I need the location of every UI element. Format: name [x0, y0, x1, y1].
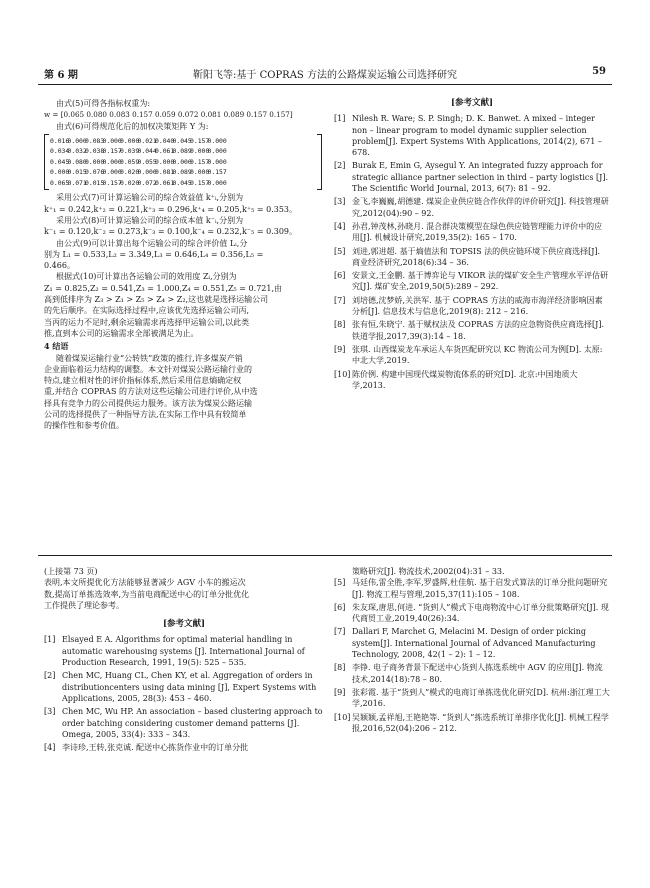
reference-number: [1]	[334, 114, 346, 124]
reference-text: 李诗珍,王转,张克诚. 配送中心拣货作业中的订单分批	[62, 743, 249, 753]
reference-item	[334, 344, 610, 367]
reference-text: 张彩霞. 基于“货到人”模式的电商订单拣选优化研究[D]. 杭州:浙江理工大学,2016.	[352, 687, 610, 709]
running-header	[38, 64, 612, 80]
text-line: 择具有竞争力的公司提供运力服务。该方法为煤炭公路运输	[44, 398, 252, 408]
matrix-cell: 0.000	[207, 157, 227, 166]
matrix-row	[50, 167, 322, 178]
bottom-left-column	[44, 566, 324, 755]
matrix-cell: 0.089	[172, 168, 192, 177]
matrix-cell: 0.021	[137, 136, 157, 145]
matrix-cell: 0.020	[120, 178, 140, 187]
matrix-cell: 0.061	[155, 147, 175, 156]
reference-number: [2]	[334, 161, 346, 171]
text-line: 当丙的运力不足时,剩余运输需求再选择甲运输公司,以此类	[44, 317, 250, 327]
reference-item	[44, 742, 324, 753]
matrix-cell: 0.157	[207, 168, 227, 177]
reference-item	[334, 577, 610, 600]
matrix-cell: 0.061	[155, 178, 175, 187]
matrix-cell: 0.000	[50, 168, 70, 177]
reference-item	[334, 319, 610, 342]
reference-item	[334, 196, 610, 219]
text-line: 推,直到本公司的运输需求全部被满足为止。	[44, 328, 199, 338]
matrix-cell: 0.081	[155, 168, 175, 177]
reference-item	[334, 246, 610, 269]
matrix-cell: 0.000	[190, 147, 210, 156]
matrix-cell: 0.157	[190, 136, 210, 145]
matrix-cell: 0.000	[102, 168, 122, 177]
matrix-cell: 0.157	[190, 157, 210, 166]
matrix-row	[50, 146, 322, 157]
page-number: 59	[592, 66, 606, 77]
text-line: 数,提高订单拣选效率,为当前电商配送中心的订单分批优化	[44, 589, 250, 599]
text-line: k⁺₁ = 0.242,k⁺₂ = 0.221,k⁺₃ = 0.296,k⁺₄ = 0.205,k⁺₅ = 0.353。	[44, 204, 298, 214]
matrix-cell: 0.000	[85, 157, 105, 166]
matrix-cell: 0.034	[50, 147, 70, 156]
bottom-right-column	[334, 566, 610, 736]
reference-number: [10]	[334, 712, 351, 722]
reference-number: [3]	[44, 707, 56, 717]
reference-text: 孙君,钟茂林,孙晓月. 混合群决策模型在绿色供应链管理能力评价中的应用[J]. 机械设计研究,2019,35(2): 165 – 170.	[352, 221, 603, 243]
text-line: 随着煤炭运输行业“公转铁”政策的推行,许多煤炭产销	[56, 353, 243, 363]
matrix-cell: 0.000	[67, 136, 87, 145]
matrix-cell: 0.000	[102, 157, 122, 166]
results-paragraph	[44, 192, 324, 339]
matrix-left-bracket	[44, 134, 49, 191]
text-line: 特点,建立相对性的评价指标体系,然后采用信息熵确定权	[44, 376, 242, 386]
text-line: 采用公式(7)可计算运输公司的综合效益值 k⁺ᵢ,分别为	[56, 193, 244, 203]
top-left-column	[44, 98, 324, 432]
references-list	[334, 113, 610, 391]
matrix-intro: 由式(6)可得规范化后的加权决策矩阵 Y 为:	[56, 121, 209, 131]
matrix-cell: 0.089	[172, 147, 192, 156]
reference-text: Chen MC, Huang CL, Chen KY, et al. Aggregation of orders in distributioncenters using data mining [J], Expert Systems with Applications, 2005, 28(3): 453 – 460.	[62, 671, 317, 703]
text-line: 根据式(10)可计算出各运输公司的效用度 Zᵢ,分别为	[56, 272, 237, 282]
text-line: 高到低排序为 Z₃ > Z₁ > Z₅ > Z₄ > Z₂,这也就是选择运输公司	[44, 295, 269, 305]
reference-text: Nilesh R. Ware; S. P. Singh; D. K. Banwet. A mixed – integer non – linear program to model dynamic supplier selection problem[J]. Expert Systems With Applications, 2014(2), 671 – 678.	[352, 114, 602, 158]
reference-text: 朱友琛,唐思,何进. “货到人”模式下电商物流中心订单分批策略研究[J]. 现代商贸工业,2019,40(26):34.	[352, 602, 609, 624]
matrix-cell: 0.040	[155, 136, 175, 145]
reference-number: [6]	[334, 602, 346, 612]
text-line: 表明,本文所提优化方法能够显著减少 AGV 小车的搬运次	[44, 578, 246, 588]
text-line: 重,并结合 COPRAS 的方法对这些运输公司进行评价,从中选	[44, 387, 258, 397]
conclusion-paragraph	[44, 353, 324, 432]
reference-item	[334, 662, 610, 685]
header-rule	[38, 84, 612, 85]
reference-number: [6]	[334, 271, 346, 281]
text-line: 工作提供了理论参考。	[44, 600, 124, 610]
matrix-cell: 0.157	[102, 147, 122, 156]
matrix-cell: 0.000	[155, 157, 175, 166]
matrix-cell: 0.000	[207, 136, 227, 145]
reference-item	[334, 626, 610, 660]
matrix-right-bracket	[317, 134, 322, 191]
matrix-cell: 0.000	[207, 147, 227, 156]
text-line: 公司的选择提供了一种指导方法,在实际工作中具有较简单	[44, 410, 247, 420]
matrix-cell: 0.000	[207, 178, 227, 187]
matrix-cell: 0.072	[137, 178, 157, 187]
reference-number: [9]	[334, 687, 346, 697]
matrix-cell: 0.032	[67, 147, 87, 156]
ref-4-continuation: 策略研究[J]. 物流技术,2002(04):31 – 33.	[352, 567, 505, 576]
bottom-references-heading: [参考文献]	[162, 619, 206, 630]
reference-text: Chen MC, Wu HP. An association – based clustering approach to order batching considering customer demand patterns [J]. Omega, 2005, 33(4): 333 – 343.	[62, 707, 323, 739]
reference-item	[44, 706, 324, 740]
reference-item	[334, 221, 610, 244]
matrix-cell: 0.157	[190, 178, 210, 187]
text-line: 采用公式(8)可计算运输公司的综合成本值 k⁻ᵢ,分别为	[56, 215, 244, 225]
reference-text: Dallari F, Marchet G, Melacini M. Design of order picking system[J]. International Journal of Advanced Manufacturing Technology, 2008, 42(1 – 2): 1 – 12.	[352, 627, 596, 660]
matrix-cell: 0.045	[172, 136, 192, 145]
reference-number: [7]	[334, 627, 346, 637]
reference-item	[334, 712, 610, 735]
reference-number: [9]	[334, 344, 346, 354]
reference-text: Burak E, Emin G, Aysegul Y. An integrated fuzzy approach for strategic alliance partner selection in third – party logistics [J]. The Scientific World Journal, 2013, 6(7): 81 – 92.	[352, 161, 609, 194]
matrix-cell: 0.045	[172, 178, 192, 187]
continuation-note: (上接第 73 页)	[44, 567, 98, 576]
matrix-cell: 0.000	[120, 136, 140, 145]
matrix-cell: 0.039	[120, 147, 140, 156]
matrix-cell: 0.059	[120, 157, 140, 166]
section-rule	[38, 555, 612, 556]
text-line: 由公式(9)可以计算出每个运输公司的综合评价值 Lᵢ,分	[56, 238, 248, 248]
reference-number: [4]	[334, 221, 346, 231]
matrix-cell: 0.020	[120, 168, 140, 177]
reference-item	[334, 270, 610, 293]
text-line: 的先后顺序。在实际选择过程中,应该优先选择运输公司丙,	[44, 306, 250, 316]
text-line: Z₁ = 0.825,Z₂ = 0.541,Z₃ = 1.000,Z₄ = 0.551,Z₅ = 0.721,由	[44, 283, 282, 293]
matrix-cell: 0.000	[137, 168, 157, 177]
text-line: 的操作性和参考价值。	[44, 421, 124, 431]
reference-item	[44, 670, 324, 704]
matrix-row	[50, 136, 322, 147]
matrix-cell: 0.055	[137, 157, 157, 166]
matrix-cell: 0.016	[50, 136, 70, 145]
issue-number: 第 6 期	[44, 70, 78, 81]
matrix-cell: 0.080	[67, 157, 87, 166]
references-heading: [参考文献]	[450, 98, 494, 108]
reference-item	[334, 602, 610, 625]
reference-text: 李铮. 电子商务背景下配送中心货到人拣选系统中 AGV 的应用[J]. 物流技术,2014(18):78 – 80.	[352, 663, 603, 684]
continuation-paragraph	[44, 577, 324, 611]
reference-number: [1]	[44, 635, 56, 645]
matrix-row	[50, 157, 322, 168]
reference-text: 张琪. 山西煤炭龙车承运人车货匹配研究以 KC 物流公司为例[D]. 太原:中北大学,2019.	[352, 344, 603, 366]
reference-item	[44, 634, 324, 668]
matrix-cell: 0.083	[85, 136, 105, 145]
reference-text: 金飞,李巍巍,胡德建. 煤炭企业供应链合作伙伴的评价研究[J]. 科技管理研究,2012(04):90 – 92.	[352, 197, 609, 218]
reference-number: [8]	[334, 320, 346, 330]
reference-number: [10]	[334, 369, 351, 379]
matrix-cell: 0.045	[50, 157, 70, 166]
reference-text: Elsayed E A. Algorithms for optimal material handling in automatic warehousing systems [J]. International Journal of Production Research, 1991, 19(5): 525 – 535.	[62, 635, 305, 668]
decision-matrix	[44, 134, 322, 191]
reference-item	[334, 687, 610, 710]
matrix-cell: 0.000	[102, 136, 122, 145]
text-line: 企业面临着运力结构的调整。本文针对煤炭公路运输行业的	[44, 364, 252, 374]
reference-number: [2]	[44, 671, 56, 681]
running-title: 靳阳飞等:基于 COPRAS 方法的公路煤炭运输公司选择研究	[193, 70, 457, 81]
matrix-cell: 0.044	[137, 147, 157, 156]
reference-text: 安景文,王金鹏. 基于博弈论与 VIKOR 法的煤矿安全生产管理水平评估研究[J]. 煤矿安全,2019,50(5):289 – 292.	[352, 271, 608, 292]
reference-text: 陈价例. 构建中国现代煤炭物流体系的研究[D]. 北京:中国地质大学,2013.	[352, 369, 578, 390]
reference-text: 刘培德,沈梦娇,关洪军. 基于 COPRAS 方法的威海市海洋经济影响因素分析[J]. 信息技术与信息化,2019(8): 212 – 216.	[352, 295, 603, 317]
reference-item	[334, 369, 610, 392]
reference-number: [8]	[334, 663, 346, 673]
reference-number: [5]	[334, 246, 346, 256]
matrix-cell: 0.065	[50, 178, 70, 187]
top-right-column	[334, 98, 610, 393]
section-heading-conclusion: 4 结语	[44, 341, 69, 352]
text-line: k⁻₁ = 0.120,k⁻₂ = 0.273,k⁻₃ = 0.100,k⁻₄ = 0.232,k⁻₅ = 0.309。	[44, 227, 298, 237]
matrix-body	[50, 136, 322, 189]
reference-item	[334, 113, 610, 158]
matrix-cell: 0.076	[85, 168, 105, 177]
reference-item	[334, 295, 610, 318]
weights-vector: w = [0.065 0.080 0.083 0.157 0.059 0.072 0.081 0.089 0.157 0.157]	[44, 110, 293, 120]
reference-number: [4]	[44, 743, 56, 753]
text-line: 0.466。	[44, 261, 75, 271]
weights-intro: 由式(5)可得各指标权重为:	[56, 99, 151, 108]
matrix-cell: 0.015	[85, 178, 105, 187]
matrix-cell: 0.000	[172, 157, 192, 166]
reference-number: [7]	[334, 295, 346, 305]
bottom-left-references-list	[44, 634, 324, 753]
matrix-cell: 0.071	[67, 178, 87, 187]
bottom-right-references-list	[334, 577, 610, 734]
matrix-cell: 0.000	[190, 168, 210, 177]
reference-text: 马廷伟,雷全胜,李军,罗盛辉,杜佳航. 基于启发式算法的订单分批问题研究[J]. 物流工程与管理,2015,37(11):105 – 108.	[352, 578, 608, 599]
reference-number: [5]	[334, 578, 346, 588]
reference-text: 吴颖颖,孟祥旭,王艳艳等. “货到人”拣选系统订单排序优化[J]. 机械工程学报,2016,52(04):206 – 212.	[352, 712, 609, 733]
text-line: 别为 L₁ = 0.533,L₂ = 3.349,L₃ = 0.646,L₄ = 0.356,L₅ =	[44, 249, 264, 259]
matrix-cell: 0.157	[102, 178, 122, 187]
reference-item	[334, 160, 610, 194]
reference-text: 张有恒,朱晓宁. 基于赋权法及 COPRAS 方法的应急物资供应商选择[J]. 铁道学报,2017,39(3):14 – 18.	[352, 320, 605, 341]
matrix-cell: 0.015	[67, 168, 87, 177]
reference-number: [3]	[334, 197, 346, 207]
matrix-cell: 0.038	[85, 147, 105, 156]
matrix-row	[50, 178, 322, 189]
reference-text: 刘进,郭进超. 基于熵值法和 TOPSIS 法的供应链环境下供应商选择[J]. 商业经济研究,2018(6):34 – 36.	[352, 246, 601, 267]
